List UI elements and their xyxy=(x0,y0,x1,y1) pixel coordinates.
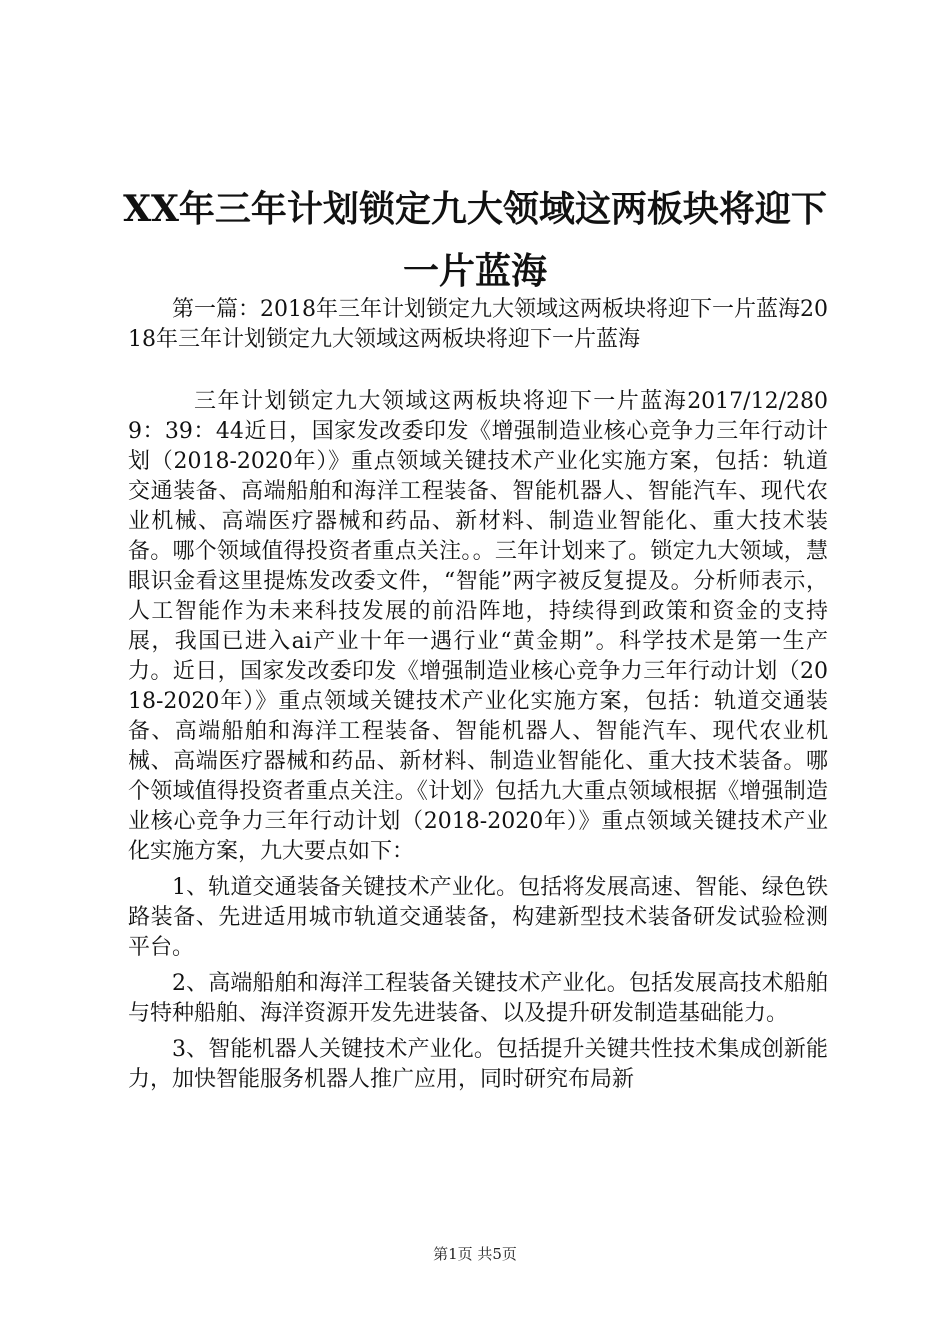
document-title-line-1: XX年三年计划锁定九大领域这两板块将迎下 xyxy=(123,188,827,230)
main-paragraph: 三年计划锁定九大领域这两板块将迎下一片蓝海2017/12/2809：39：44近日，国家发改委印发《增强制造业核心竞争力三年行动计划（2018-2020年）》重点领域关键技术产业化实施方案，包括：轨道交通装备、高端船舶和海洋工程装备、智能机器人、智能汽车、现代农业机械、高端医疗器械和药品、新材料、制造业智能化、重大技术装备。哪个领域值得投资者重点关注。。三年计划来了。锁定九大领域，慧眼识金看这里提炼发改委文件，“智能”两字被反复提及。分析师表示，人工智能作为未来科技发展的前沿阵地，持续得到政策和资金的支持展，我国已进入ai产业十年一遇行业“黄金期”。科学技术是第一生产力。近日，国家发改委印发《增强制造业核心竞争力三年行动计划（2018-2020年）》重点领域关键技术产业化实施方案，包括：轨道交通装备、高端船舶和海洋工程装备、智能机器人、智能汽车、现代农业机械、高端医疗器械和药品、新材料、制造业智能化、重大技术装备。哪个领域值得投资者重点关注。《计划》包括九大重点领域根据《增强制造业核心竞争力三年行动计划（2018-2020年）》重点领域关键技术产业化实施方案，九大要点如下： xyxy=(128,389,828,864)
list-item-2: 2、高端船舶和海洋工程装备关键技术产业化。包括发展高技术船舶与特种船舶、海洋资源开发先进装备、以及提升研发制造基础能力。 xyxy=(128,971,828,1026)
page-footer: 第1页 共5页 xyxy=(433,1245,517,1263)
intro-paragraph: 第一篇：2018年三年计划锁定九大领域这两板块将迎下一片蓝海2018年三年计划锁定九大领域这两板块将迎下一片蓝海 xyxy=(128,297,828,352)
document-body xyxy=(128,295,828,1095)
document-title-line-2: 一片蓝海 xyxy=(402,250,547,292)
list-item-3: 3、智能机器人关键技术产业化。包括提升关键共性技术集成创新能力，加快智能服务机器人推广应用，同时研究布局新 xyxy=(128,1037,828,1092)
list-item-1: 1、轨道交通装备关键技术产业化。包括将发展高速、智能、绿色铁路装备、先进适用城市轨道交通装备，构建新型技术装备研发试验检测平台。 xyxy=(128,875,828,960)
paragraph-gap xyxy=(128,355,828,387)
